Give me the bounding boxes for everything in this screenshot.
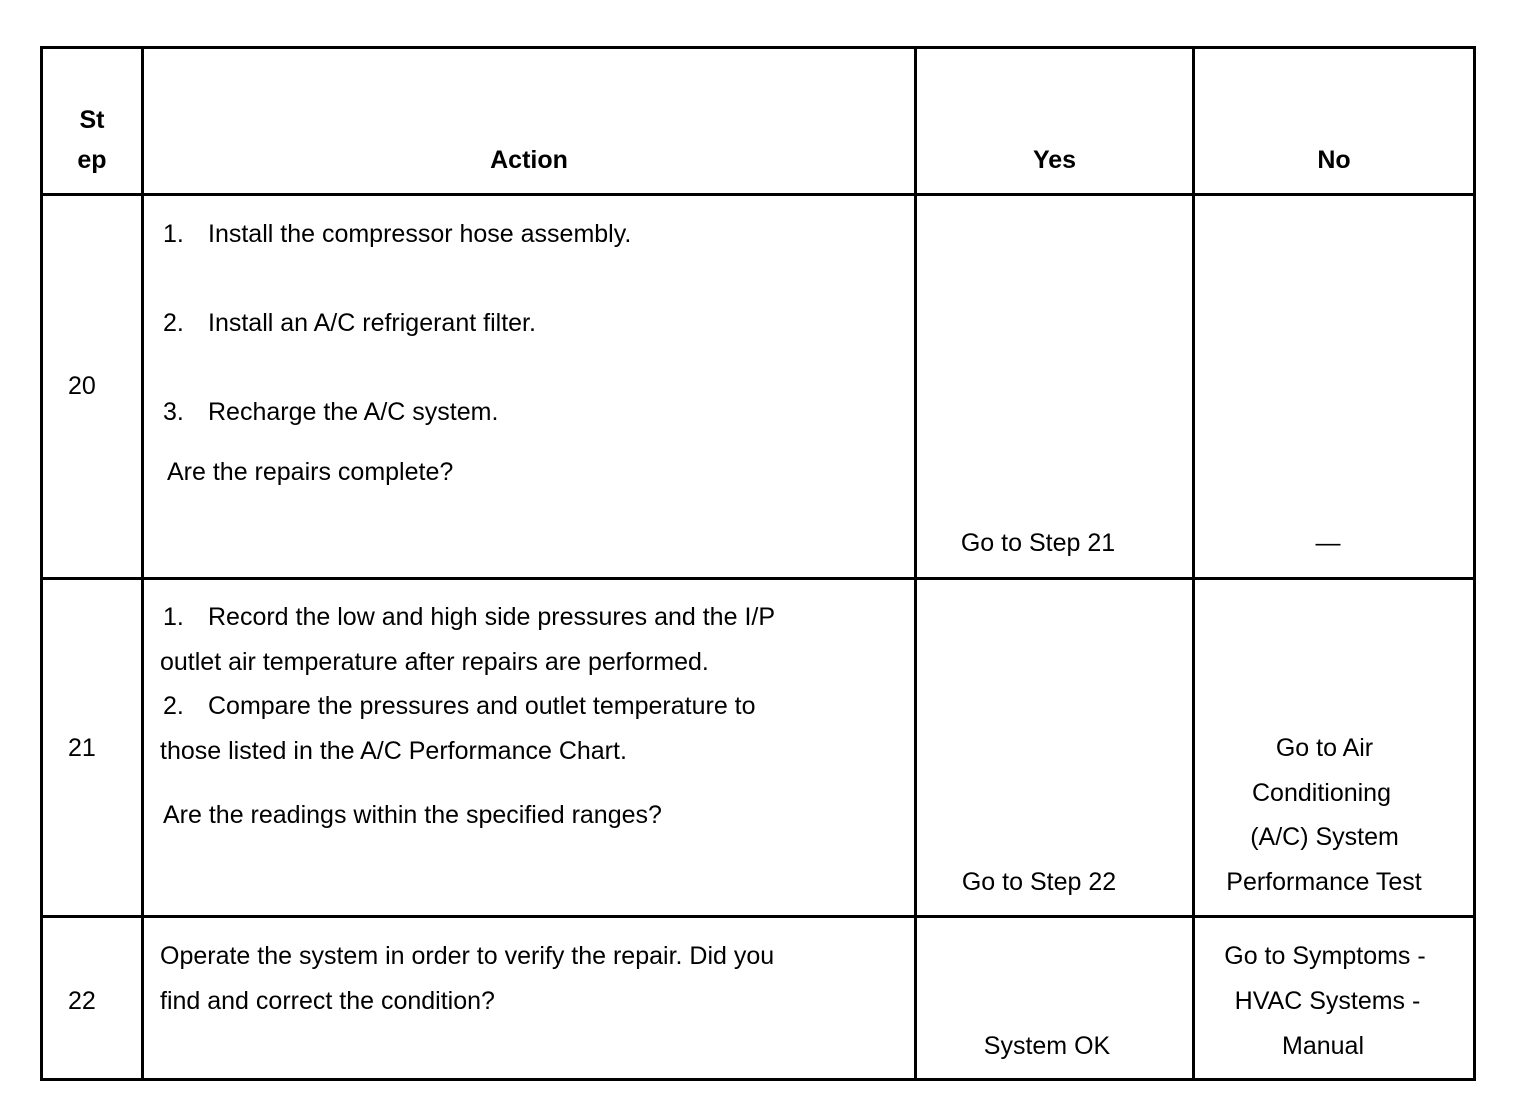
list-item-text: Record the low and high side pressures and the I/P — [208, 603, 776, 631]
no-result-line: Go to Air — [1275, 734, 1374, 762]
no-result-line: Manual — [1282, 1032, 1364, 1060]
list-item-text: Install an A/C refrigerant filter. — [208, 309, 536, 337]
row-divider — [43, 915, 1476, 918]
column-divider — [141, 49, 144, 1078]
no-result-line: Go to Symptoms - — [1224, 942, 1426, 970]
diagnostic-table — [40, 46, 1476, 1081]
question-text: Are the readings within the specified ranges? — [163, 801, 662, 829]
list-item-number: 3. — [163, 398, 184, 426]
yes-result: System OK — [983, 1032, 1111, 1060]
action-text-line: Operate the system in order to verify the repair. Did you — [160, 942, 775, 970]
list-item-text: Install the compressor hose assembly. — [208, 220, 632, 248]
action-text-line: find and correct the condition? — [160, 987, 495, 1015]
list-item-text: those listed in the A/C Performance Chart. — [160, 737, 627, 765]
step-number: 22 — [68, 987, 96, 1015]
question-text: Are the repairs complete? — [167, 458, 454, 486]
no-result-line: Conditioning — [1252, 779, 1391, 807]
yes-result: Go to Step 21 — [960, 529, 1116, 557]
step-number: 21 — [68, 734, 96, 762]
no-result-line: (A/C) System — [1250, 823, 1399, 851]
list-item-number: 2. — [163, 692, 184, 720]
header-step-line1: St — [79, 106, 105, 134]
no-result-line: Performance Test — [1226, 868, 1422, 896]
no-result-line: HVAC Systems - — [1234, 987, 1421, 1015]
list-item-number: 1. — [163, 603, 184, 631]
column-divider — [1473, 49, 1476, 1078]
header-yes: Yes — [1032, 146, 1077, 174]
header-no: No — [1317, 146, 1351, 174]
row-divider — [43, 577, 1476, 580]
row-divider — [43, 193, 1476, 196]
yes-result: Go to Step 22 — [961, 868, 1117, 896]
list-item-text: outlet air temperature after repairs are performed. — [160, 648, 709, 676]
list-item-number: 1. — [163, 220, 184, 248]
header-step-line2: ep — [77, 146, 107, 174]
header-action: Action — [490, 146, 568, 174]
list-item-number: 2. — [163, 309, 184, 337]
no-result: — — [1315, 529, 1341, 557]
list-item-text: Recharge the A/C system. — [208, 398, 499, 426]
step-number: 20 — [68, 372, 96, 400]
list-item-text: Compare the pressures and outlet temperature to — [208, 692, 756, 720]
